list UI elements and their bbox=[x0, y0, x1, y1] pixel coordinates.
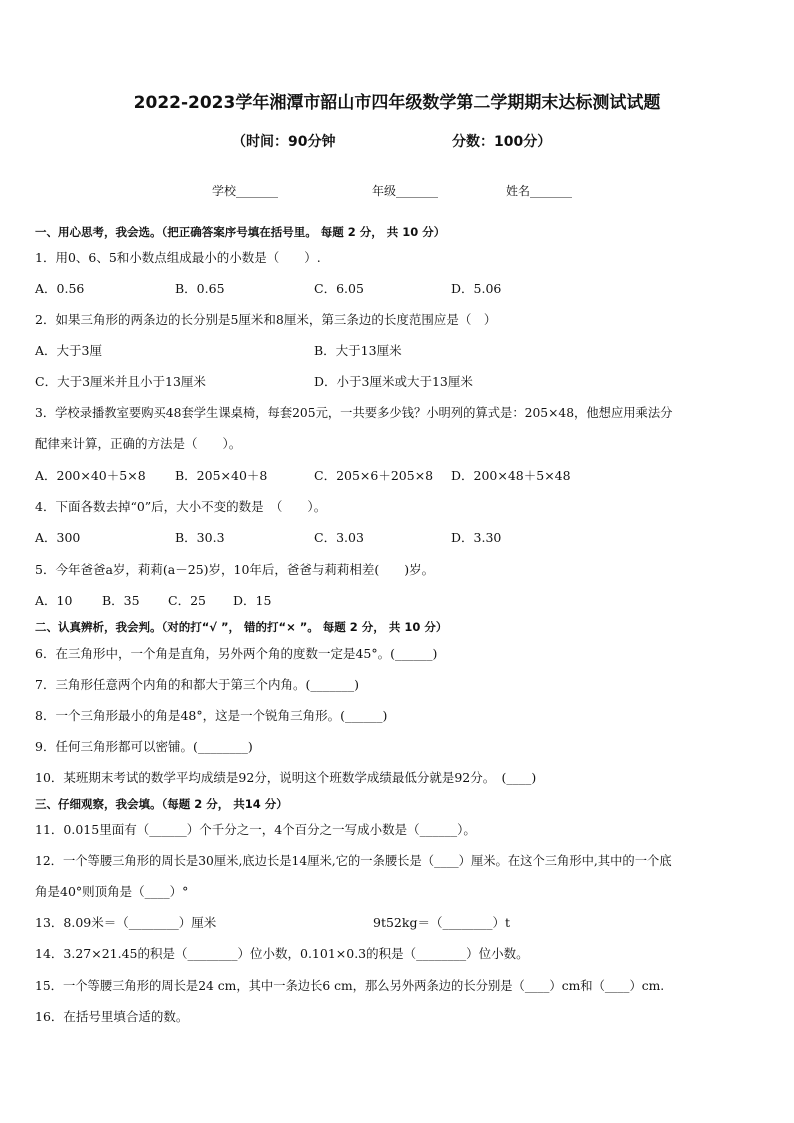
option-c: C．3.03 bbox=[314, 530, 364, 545]
student-info bbox=[0, 182, 794, 200]
option-a: A．200×40＋5×8 bbox=[35, 468, 146, 483]
question-1: 1．用0、6、5和小数点组成最小的小数是（ ）. bbox=[35, 250, 321, 265]
option-d: D．3.30 bbox=[451, 530, 502, 545]
option-b: B．0.65 bbox=[175, 281, 225, 296]
option-c: C．25 bbox=[168, 593, 206, 608]
question-4-options bbox=[35, 530, 735, 546]
question-13 bbox=[35, 915, 735, 931]
question-3-line-2: 配律来计算，正确的方法是（ ）。 bbox=[35, 436, 242, 451]
page-title: 2022-2023学年湘潭市韶山市四年级数学第二学期期末达标测试试题 bbox=[133, 93, 661, 113]
question-10: 10．某班期末考试的数学平均成绩是92分，说明这个班数学成绩最低分就是92分。 (____) bbox=[35, 770, 537, 785]
question-1-options bbox=[35, 281, 735, 297]
option-a: A．10 bbox=[35, 593, 73, 608]
exam-score: 分数：100分） bbox=[452, 134, 552, 150]
question-11: 11．0.015里面有（______）个千分之一，4个百分之一写成小数是（______）。 bbox=[35, 822, 476, 837]
option-d: D．200×48＋5×48 bbox=[451, 468, 571, 483]
question-2-options-row1 bbox=[35, 343, 735, 359]
question-3-line-1: 3．学校录播教室要购买48套学生课桌椅，每套205元，一共要多少钱？小明列的算式是：205×48，他想应用乘法分 bbox=[35, 406, 673, 420]
question-12-line-2: 角是40°则顶角是（____）° bbox=[35, 884, 189, 899]
option-d: D．5.06 bbox=[451, 281, 502, 296]
question-2: 2．如果三角形的两条边的长分别是5厘米和8厘米，第三条边的长度范围应是（ ） bbox=[35, 312, 497, 327]
option-a: A．0.56 bbox=[35, 281, 85, 296]
option-c: C．6.05 bbox=[314, 281, 364, 296]
question-4: 4．下面各数去掉“0”后，大小不变的数是 （ ）。 bbox=[35, 499, 327, 514]
section-heading-3: 三、仔细观察，我会填。（每题 2 分， 共14 分） bbox=[35, 797, 288, 811]
option-a: A．大于3厘 bbox=[35, 343, 102, 358]
question-15: 15．一个等腰三角形的周长是24 cm，其中一条边长6 cm，那么另外两条边的长分别是（____）cm和（____）cm. bbox=[35, 979, 665, 993]
exam-meta bbox=[0, 131, 794, 151]
question-8: 8．一个三角形最小的角是48°，这是一个锐角三角形。(______) bbox=[35, 708, 388, 723]
name-field: 姓名_______ bbox=[506, 184, 573, 198]
grade-field: 年级_______ bbox=[372, 184, 439, 198]
school-field: 学校_______ bbox=[212, 184, 279, 198]
question-12-line-1: 12．一个等腰三角形的周长是30厘米,底边长是14厘米,它的一条腰长是（____）厘米。在这个三角形中,其中的一个底 bbox=[35, 854, 672, 868]
option-b: B．大于13厘米 bbox=[314, 343, 402, 358]
option-c: C．大于3厘米并且小于13厘米 bbox=[35, 374, 206, 389]
question-5-options bbox=[35, 593, 735, 609]
section-heading-2: 二、认真辨析，我会判。（对的打“√ ”， 错的打“× ”。 每题 2 分， 共 10 分） bbox=[35, 620, 448, 634]
option-d: D．15 bbox=[233, 593, 272, 608]
question-13-part-b: 9t52kg＝（________）t bbox=[373, 915, 510, 930]
option-d: D．小于3厘米或大于13厘米 bbox=[314, 374, 473, 389]
question-3-options bbox=[35, 468, 735, 484]
option-b: B．35 bbox=[102, 593, 140, 608]
option-c: C．205×6＋205×8 bbox=[314, 468, 434, 483]
question-14: 14．3.27×21.45的积是（________）位小数，0.101×0.3的积是（________）位小数。 bbox=[35, 946, 529, 961]
question-7: 7．三角形任意两个内角的和都大于第三个内角。(_______) bbox=[35, 677, 359, 692]
question-13-part-a: 13．8.09米＝（________）厘米 bbox=[35, 915, 217, 930]
question-16: 16．在括号里填合适的数。 bbox=[35, 1009, 189, 1024]
question-5: 5．今年爸爸a岁，莉莉(a－25)岁，10年后，爸爸与莉莉相差( )岁。 bbox=[35, 562, 435, 577]
option-b: B．205×40＋8 bbox=[175, 468, 268, 483]
question-2-options-row2 bbox=[35, 374, 735, 390]
option-a: A．300 bbox=[35, 530, 81, 545]
section-heading-1: 一、用心思考，我会选。（把正确答案序号填在括号里。 每题 2 分， 共 10 分） bbox=[35, 225, 446, 239]
exam-time: （时间：90分钟 bbox=[232, 134, 336, 150]
question-6: 6．在三角形中，一个角是直角，另外两个角的度数一定是45°。(______) bbox=[35, 646, 438, 661]
option-b: B．30.3 bbox=[175, 530, 225, 545]
question-9: 9．任何三角形都可以密铺。(________) bbox=[35, 739, 253, 754]
